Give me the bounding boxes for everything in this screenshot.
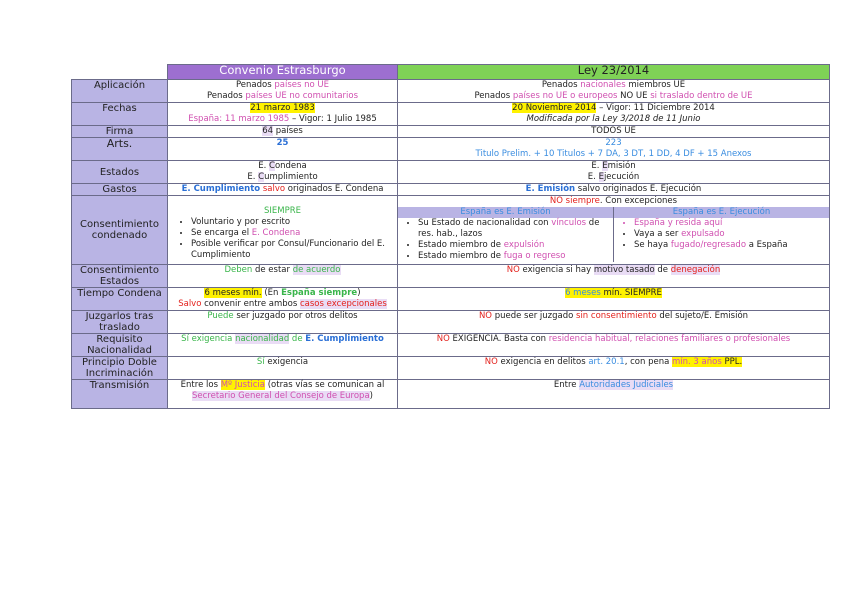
cell-convenio: 21 marzo 1983 España: 11 marzo 1985 – Vigor: 1 Julio 1985: [168, 103, 398, 126]
row-principio-doble-incriminacion: [72, 357, 830, 380]
cell-ley: 6 meses mín. SIEMPRE: [398, 288, 830, 311]
cell-ley: NO puede ser juzgado sin consentimiento del sujeto/E. Emisión: [398, 311, 830, 334]
cell-convenio: Penados países no UE Penados países UE no comunitarios: [168, 80, 398, 103]
cell-ley: E. Emisión E. Ejecución: [398, 161, 830, 184]
row-label: Arts.: [72, 138, 168, 161]
subcol-ejecucion: España es E. Ejecución • España y resida aquí • Vaya a ser expulsado • Se haya fugado/regresado a España: [614, 207, 829, 262]
row-label: Aplicación: [72, 80, 168, 103]
cell-convenio: Entre los Mº Justicia (otras vías se comunican al Secretario General del Consejo de Europa): [168, 380, 398, 409]
cell-convenio: 25: [168, 138, 398, 161]
cell-convenio: E. Condena E. Cumplimiento: [168, 161, 398, 184]
row-firma: [72, 126, 830, 138]
row-transmision: [72, 380, 830, 409]
cell-ley: NO EXIGENCIA. Basta con residencia habitual, relaciones familiares o profesionales: [398, 334, 830, 357]
subheader-ejecucion: España es E. Ejecución: [614, 207, 829, 218]
row-label: Consentimiento condenado: [72, 196, 168, 265]
row-requisito-nacionalidad: [72, 334, 830, 357]
subcolumns: [398, 207, 829, 262]
row-label: Requisito Nacionalidad: [72, 334, 168, 357]
cell-ley: E. Emisión salvo originados E. Ejecución: [398, 184, 830, 196]
cell-ley: NO siempre. Con excepciones España es E. Emisión • Su Estado de nacionalidad con vínculos de res. hab., lazos • Estado miembro de expulsión • Estado miembro de fuga o regreso España es E. Ejecución • España y resida aquí • Vaya a ser expulsado • Se haya fugado/regresado a España: [398, 196, 830, 265]
row-arts: [72, 138, 830, 161]
row-label: Estados: [72, 161, 168, 184]
row-label: Transmisión: [72, 380, 168, 409]
subheader-emision: España es E. Emisión: [398, 207, 613, 218]
cell-convenio: Puede ser juzgado por otros delitos: [168, 311, 398, 334]
cell-ley: 20 Noviembre 2014 – Vigor: 11 Diciembre 2014 Modificada por la Ley 3/2018 de 11 Junio: [398, 103, 830, 126]
row-label: Principio Doble Incriminación: [72, 357, 168, 380]
row-estados: [72, 161, 830, 184]
cell-ley: NO exigencia en delitos art. 20.1, con pena mín. 3 años PPL.: [398, 357, 830, 380]
comparison-table: [71, 64, 830, 409]
cell-convenio: Sí exigencia nacionalidad de E. Cumplimiento: [168, 334, 398, 357]
cell-convenio: E. Cumplimiento salvo originados E. Condena: [168, 184, 398, 196]
row-tiempo-condena: [72, 288, 830, 311]
cell-ley: Penados nacionales miembros UE Penados países no UE o europeos NO UE si traslado dentro de UE: [398, 80, 830, 103]
row-consentimiento: [72, 196, 830, 265]
row-juzgarlos: [72, 311, 830, 334]
cell-convenio: SIEMPRE • Voluntario y por escrito • Se encarga el E. Condena • Posible verificar por Consul/Funcionario del E. Cumplimiento: [168, 196, 398, 265]
cell-ley: NO exigencia si hay motivo tasado de denegación: [398, 265, 830, 288]
cell-convenio: 64 países: [168, 126, 398, 138]
cell-convenio: 6 meses mín. (En España siempre) Salvo convenir entre ambos casos excepcionales: [168, 288, 398, 311]
row-label: Juzgarlos tras traslado: [72, 311, 168, 334]
row-label: Firma: [72, 126, 168, 138]
header-empty-cell: [72, 65, 168, 80]
row-label: Tiempo Condena: [72, 288, 168, 311]
row-consentimiento-estados: [72, 265, 830, 288]
subcol-emision: España es E. Emisión • Su Estado de nacionalidad con vínculos de res. hab., lazos • Estado miembro de expulsión • Estado miembro de fuga o regreso: [398, 207, 614, 262]
row-label: Consentimiento Estados: [72, 265, 168, 288]
header-row: [72, 65, 830, 80]
cell-ley: Entre Autoridades Judiciales: [398, 380, 830, 409]
header-convenio: Convenio Estrasburgo: [168, 65, 398, 80]
row-label: Gastos: [72, 184, 168, 196]
row-aplicacion: [72, 80, 830, 103]
header-ley: Ley 23/2014: [398, 65, 830, 80]
cell-ley: TODOS UE: [398, 126, 830, 138]
cell-ley: 223 Titulo Prelim. + 10 Titulos + 7 DA, 3 DT, 1 DD, 4 DF + 15 Anexos: [398, 138, 830, 161]
row-gastos: [72, 184, 830, 196]
row-fechas: [72, 103, 830, 126]
cell-convenio: Sí exigencia: [168, 357, 398, 380]
row-label: Fechas: [72, 103, 168, 126]
cell-convenio: Deben de estar de acuerdo: [168, 265, 398, 288]
